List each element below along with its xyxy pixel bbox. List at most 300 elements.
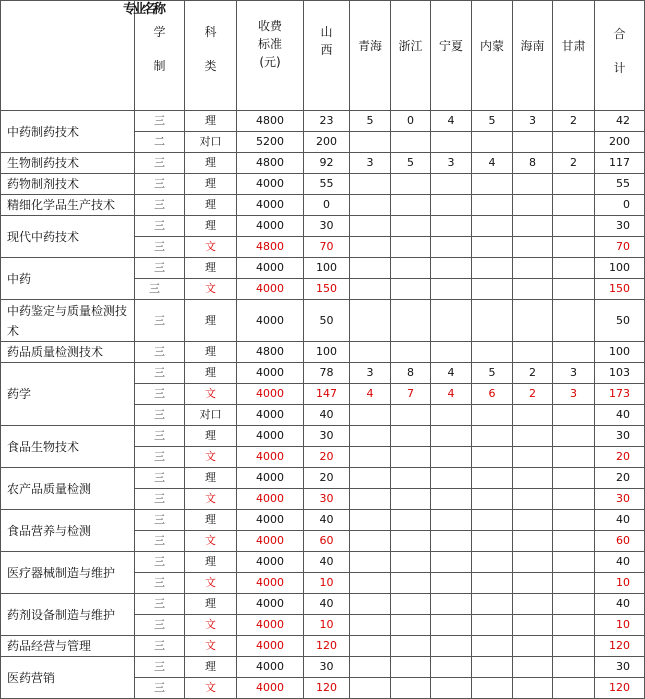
table-row [1,153,645,174]
province-value-cell [391,279,431,300]
province-value-cell: 7 [391,384,431,405]
xuezhi-cell: 三 [135,237,185,258]
province-value-cell [513,237,553,258]
province-value-cell [391,237,431,258]
total-cell: 55 [595,174,645,195]
province-value-cell [472,678,513,699]
province-value-cell [553,573,595,594]
province-value-cell: 120 [304,678,350,699]
province-value-cell: 0 [304,195,350,216]
kelei-cell: 文 [185,237,237,258]
xuezhi-cell: 三 [135,615,185,636]
kelei-cell: 理 [185,342,237,363]
province-value-cell: 30 [304,426,350,447]
table-row [1,636,645,657]
province-value-cell [553,657,595,678]
kelei-cell: 理 [185,657,237,678]
header-province-gansu [553,1,595,111]
fee-cell: 4000 [237,552,304,573]
header-kelei-2: 类 [204,59,217,73]
total-cell: 60 [595,531,645,552]
xuezhi-cell: 三 [135,153,185,174]
header-province-ningxia [431,1,472,111]
total-cell: 30 [595,657,645,678]
province-value-cell [431,300,472,342]
province-value-cell [431,531,472,552]
fee-cell: 4000 [237,216,304,237]
total-cell: 150 [595,279,645,300]
province-value-cell [350,258,391,279]
province-value-cell [350,594,391,615]
major-name: 药剂设备制造与维护 [1,594,135,636]
province-value-cell [350,615,391,636]
province-value-cell [472,426,513,447]
province-value-cell [431,216,472,237]
kelei-cell: 文 [185,279,237,300]
province-value-cell [350,657,391,678]
xuezhi-cell: 三 [135,678,185,699]
total-cell: 10 [595,573,645,594]
province-value-cell [391,216,431,237]
province-value-cell: 20 [304,447,350,468]
kelei-cell: 文 [185,384,237,405]
province-value-cell: 5 [350,111,391,132]
province-value-cell [472,237,513,258]
province-value-cell [350,132,391,153]
fee-cell: 4000 [237,615,304,636]
province-value-cell [431,132,472,153]
fee-cell: 4000 [237,426,304,447]
province-value-cell: 3 [553,384,595,405]
province-value-cell: 3 [350,153,391,174]
table-row [1,426,645,447]
province-value-cell [513,279,553,300]
province-value-cell [391,132,431,153]
province-value-cell [431,342,472,363]
province-value-cell [553,531,595,552]
total-cell: 20 [595,468,645,489]
province-value-cell [391,678,431,699]
province-value-cell [391,426,431,447]
xuezhi-cell: 三 [135,405,185,426]
province-value-cell [513,258,553,279]
major-name: 精细化学品生产技术 [1,195,135,216]
province-value-cell [553,258,595,279]
province-value-cell [472,615,513,636]
province-value-cell [391,615,431,636]
province-value-cell [431,636,472,657]
province-value-cell [553,552,595,573]
province-value-cell [391,174,431,195]
province-value-cell [350,552,391,573]
xuezhi-cell: 二 [135,132,185,153]
fee-cell: 4000 [237,573,304,594]
table-row [1,174,645,195]
province-value-cell [391,531,431,552]
header-xuezhi-2: 制 [153,59,166,73]
kelei-cell: 理 [185,111,237,132]
fee-cell: 4800 [237,342,304,363]
fee-cell: 4000 [237,363,304,384]
xuezhi-cell: 三 [135,363,185,384]
total-cell: 50 [595,300,645,342]
header-fee-2: 标准 [257,37,282,51]
header-province-neimeng-label: 内蒙 [479,39,504,53]
province-value-cell: 10 [304,615,350,636]
province-value-cell [431,447,472,468]
xuezhi-cell: 三 [135,300,185,342]
province-value-cell [350,573,391,594]
total-cell: 42 [595,111,645,132]
province-value-cell [472,510,513,531]
major-name: 食品营养与检测 [1,510,135,552]
province-value-cell [431,426,472,447]
province-value-cell [553,132,595,153]
major-name: 农产品质量检测 [1,468,135,510]
major-name: 药品质量检测技术 [1,342,135,363]
kelei-cell: 理 [185,174,237,195]
province-value-cell [431,195,472,216]
province-value-cell: 10 [304,573,350,594]
province-value-cell [472,594,513,615]
xuezhi-cell: 三 [135,447,185,468]
province-value-cell [391,258,431,279]
total-cell: 40 [595,405,645,426]
province-value-cell [472,216,513,237]
total-cell: 200 [595,132,645,153]
province-value-cell [513,174,553,195]
corner-label: 专业名称 [123,2,164,17]
province-value-cell: 0 [391,111,431,132]
province-value-cell [431,279,472,300]
xuezhi-cell: 三 [135,195,185,216]
header-kelei [185,1,237,111]
major-name: 生物制药技术 [1,153,135,174]
major-name: 中药制药技术 [1,111,135,153]
kelei-cell: 文 [185,678,237,699]
total-cell: 30 [595,426,645,447]
province-value-cell [472,195,513,216]
kelei-cell: 理 [185,258,237,279]
province-value-cell [553,468,595,489]
province-value-cell [350,510,391,531]
table-row [1,510,645,531]
province-value-cell [513,510,553,531]
province-value-cell [472,174,513,195]
province-value-cell: 20 [304,468,350,489]
province-value-cell: 4 [431,363,472,384]
total-cell: 117 [595,153,645,174]
province-value-cell: 30 [304,489,350,510]
province-value-cell [431,678,472,699]
province-value-cell: 60 [304,531,350,552]
total-cell: 103 [595,363,645,384]
province-value-cell [472,405,513,426]
province-value-cell [472,468,513,489]
province-value-cell [553,447,595,468]
fee-cell: 4800 [237,153,304,174]
total-cell: 10 [595,615,645,636]
province-value-cell [513,615,553,636]
province-value-cell: 5 [472,111,513,132]
province-value-cell [513,531,553,552]
xuezhi-cell: 三 [135,216,185,237]
province-value-cell: 40 [304,510,350,531]
fee-cell: 4000 [237,678,304,699]
province-value-cell: 50 [304,300,350,342]
fee-cell: 4000 [237,594,304,615]
kelei-cell: 文 [185,615,237,636]
province-value-cell: 40 [304,405,350,426]
province-value-cell [431,615,472,636]
header-province-qinghai [350,1,391,111]
province-value-cell: 2 [513,384,553,405]
xuezhi-cell: 三 [135,174,185,195]
kelei-cell: 理 [185,426,237,447]
fee-cell: 4000 [237,468,304,489]
province-value-cell [553,216,595,237]
province-value-cell [513,342,553,363]
fee-cell: 4000 [237,300,304,342]
province-value-cell [472,342,513,363]
province-value-cell [472,489,513,510]
province-value-cell [553,678,595,699]
province-value-cell: 150 [304,279,350,300]
province-value-cell [391,468,431,489]
province-value-cell [350,678,391,699]
province-value-cell [513,678,553,699]
province-value-cell [431,552,472,573]
province-value-cell [431,237,472,258]
province-value-cell [472,300,513,342]
kelei-cell: 理 [185,195,237,216]
province-value-cell [472,552,513,573]
province-value-cell [391,342,431,363]
xuezhi-cell: 三 [135,384,185,405]
total-cell: 70 [595,237,645,258]
province-value-cell [513,300,553,342]
province-value-cell: 3 [431,153,472,174]
xuezhi-cell: 三 [135,489,185,510]
corner-header [1,1,164,111]
province-value-cell: 8 [391,363,431,384]
province-value-cell [391,594,431,615]
province-value-cell: 4 [472,153,513,174]
province-value-cell [513,195,553,216]
header-province-gansu-label: 甘肃 [561,39,586,53]
province-value-cell [553,279,595,300]
province-value-cell: 8 [513,153,553,174]
total-cell: 173 [595,384,645,405]
province-value-cell: 40 [304,552,350,573]
province-value-cell [553,405,595,426]
table-row [1,258,645,279]
province-value-cell [350,279,391,300]
province-value-cell [513,216,553,237]
major-name: 现代中药技术 [1,216,135,258]
xuezhi-cell: 三 [135,426,185,447]
province-value-cell [553,300,595,342]
province-value-cell: 4 [431,111,472,132]
xuezhi-cell: 三 [135,552,185,573]
province-value-cell [472,573,513,594]
xuezhi-cell: 三 [135,342,185,363]
province-value-cell [513,405,553,426]
header-kelei-1: 科 [204,25,217,39]
kelei-cell: 对口 [185,405,237,426]
province-value-cell [513,447,553,468]
header-province-zhejiang-label: 浙江 [398,39,423,53]
province-value-cell: 2 [553,153,595,174]
province-value-cell [553,195,595,216]
header-fee-3: (元) [259,55,281,69]
header-row [1,1,645,111]
table-row [1,195,645,216]
fee-cell: 4000 [237,636,304,657]
province-value-cell [553,615,595,636]
province-value-cell: 4 [350,384,391,405]
province-value-cell [350,300,391,342]
total-cell: 100 [595,258,645,279]
total-cell: 120 [595,636,645,657]
major-name: 药物制剂技术 [1,174,135,195]
header-province-shanxi: 山 西 [304,1,350,111]
header-province-zhejiang [391,1,431,111]
table-row [1,342,645,363]
xuezhi-cell: 三 [135,657,185,678]
header-total-2: 计 [613,61,626,75]
province-value-cell [431,258,472,279]
province-value-cell [350,342,391,363]
kelei-cell: 理 [185,594,237,615]
province-value-cell [391,300,431,342]
table-row [1,216,645,237]
major-name: 中药鉴定与质量检测技术 [1,300,135,342]
province-value-cell [513,426,553,447]
major-name: 医疗器械制造与维护 [1,552,135,594]
province-value-cell: 5 [472,363,513,384]
province-value-cell [350,531,391,552]
fee-cell: 4000 [237,531,304,552]
header-province-hainan-label: 海南 [520,39,545,53]
province-value-cell: 78 [304,363,350,384]
province-value-cell [350,447,391,468]
province-value-cell: 2 [513,363,553,384]
xuezhi-cell: 三 [135,258,185,279]
province-value-cell [350,426,391,447]
header-province-ningxia-label: 宁夏 [438,39,463,53]
xuezhi-cell: 三 [135,468,185,489]
header-fee-1: 收费 [257,19,282,33]
province-value-cell [431,657,472,678]
province-value-cell [391,195,431,216]
header-xuezhi-1: 学 [153,25,166,39]
province-value-cell [472,657,513,678]
province-value-cell: 40 [304,594,350,615]
province-value-cell: 70 [304,237,350,258]
fee-cell: 4000 [237,405,304,426]
province-value-cell [431,174,472,195]
fee-cell: 4800 [237,111,304,132]
table-row [1,552,645,573]
kelei-cell: 理 [185,552,237,573]
table-row [1,468,645,489]
total-cell: 30 [595,489,645,510]
fee-cell: 4000 [237,489,304,510]
province-value-cell [431,489,472,510]
province-value-cell: 55 [304,174,350,195]
header-province-hainan [513,1,553,111]
province-value-cell [472,132,513,153]
total-cell: 0 [595,195,645,216]
table-row [1,594,645,615]
province-value-cell [472,279,513,300]
province-value-cell: 3 [350,363,391,384]
xuezhi-cell: 三 [135,594,185,615]
province-value-cell [350,216,391,237]
province-value-cell: 3 [513,111,553,132]
total-cell: 120 [595,678,645,699]
province-value-cell [391,657,431,678]
province-value-cell [391,489,431,510]
xuezhi-cell: 三 [135,510,185,531]
province-value-cell: 30 [304,657,350,678]
major-name: 食品生物技术 [1,426,135,468]
total-cell: 40 [595,510,645,531]
province-value-cell [391,405,431,426]
fee-cell: 5200 [237,132,304,153]
fee-cell: 4000 [237,384,304,405]
province-value-cell [513,573,553,594]
province-value-cell [350,174,391,195]
kelei-cell: 理 [185,153,237,174]
major-name: 药学 [1,363,135,426]
fee-cell: 4000 [237,447,304,468]
province-value-cell [472,531,513,552]
total-cell: 100 [595,342,645,363]
province-value-cell [391,552,431,573]
xuezhi-cell: 三 [135,111,185,132]
province-value-cell [513,594,553,615]
province-value-cell [513,489,553,510]
province-value-cell [391,510,431,531]
fee-cell: 4000 [237,195,304,216]
header-total [595,1,645,111]
xuezhi-cell: 三 [135,531,185,552]
province-value-cell [513,552,553,573]
fee-cell: 4800 [237,237,304,258]
province-value-cell [553,510,595,531]
xuezhi-cell: 三 [135,279,185,300]
header-xuezhi [135,1,185,111]
province-value-cell: 100 [304,342,350,363]
province-value-cell: 147 [304,384,350,405]
province-value-cell [391,573,431,594]
province-value-cell: 200 [304,132,350,153]
major-name: 药品经营与管理 [1,636,135,657]
xuezhi-cell: 三 [135,636,185,657]
province-value-cell: 120 [304,636,350,657]
kelei-cell: 文 [185,531,237,552]
province-value-cell [431,468,472,489]
province-value-cell [513,636,553,657]
province-value-cell [513,132,553,153]
total-cell: 40 [595,594,645,615]
province-value-cell [391,447,431,468]
header-province-neimeng [472,1,513,111]
major-name: 医药营销 [1,657,135,699]
province-value-cell: 23 [304,111,350,132]
